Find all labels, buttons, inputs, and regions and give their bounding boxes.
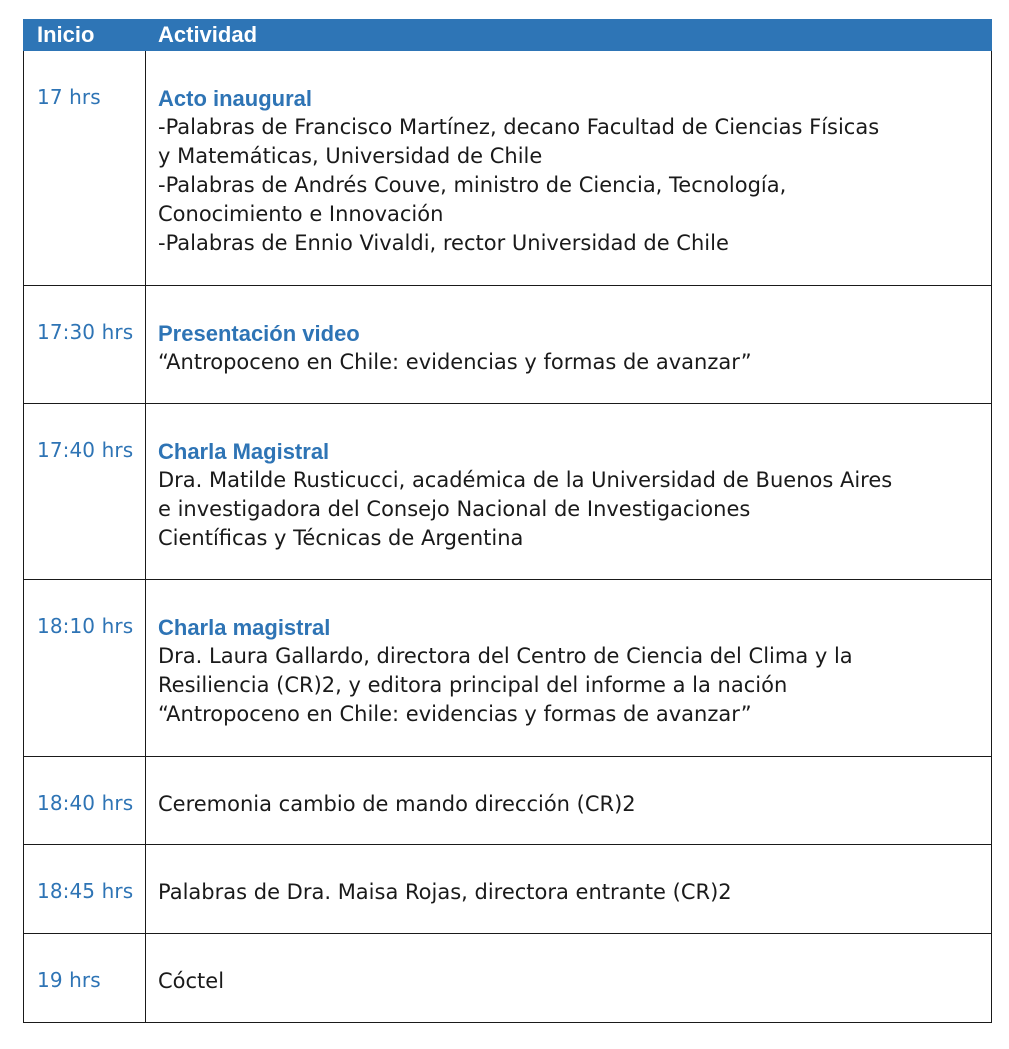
start-time: 17:40 hrs: [24, 404, 146, 580]
activity-line: y Matemáticas, Universidad de Chile: [158, 144, 543, 168]
activity-cell: [146, 286, 992, 404]
activity-line: “Antropoceno en Chile: evidencias y formas de avanzar”: [158, 702, 752, 726]
activity-line: “Antropoceno en Chile: evidencias y formas de avanzar”: [158, 350, 752, 374]
start-time: 17 hrs: [24, 51, 146, 286]
table-row: [24, 580, 992, 757]
activity-line: Cóctel: [158, 969, 225, 993]
activity-title: Charla Magistral: [158, 439, 330, 464]
table-header-row: [24, 20, 992, 51]
start-time: 17:30 hrs: [24, 286, 146, 404]
table-row: [24, 51, 992, 286]
activity-line: Dra. Laura Gallardo, directora del Centro de Ciencia del Clima y la: [158, 644, 853, 668]
activity-cell: [146, 404, 992, 580]
activity-cell: [146, 845, 992, 934]
activity-line: -Palabras de Andrés Couve, ministro de Ciencia, Tecnología,: [158, 173, 787, 197]
start-time: 18:10 hrs: [24, 580, 146, 757]
activity-line: Dra. Matilde Rusticucci, académica de la Universidad de Buenos Aires: [158, 468, 893, 492]
table-row: [24, 757, 992, 845]
activity-cell: [146, 757, 992, 845]
activity-cell: [146, 580, 992, 757]
activity-line: Conocimiento e Innovación: [158, 202, 444, 226]
activity-line: Científicas y Técnicas de Argentina: [158, 526, 524, 550]
table-row: [24, 286, 992, 404]
activity-cell: [146, 934, 992, 1023]
start-time: 19 hrs: [24, 934, 146, 1023]
header-activity: Actividad: [146, 20, 992, 51]
table-row: [24, 845, 992, 934]
activity-cell: [146, 51, 992, 286]
schedule-table: [23, 19, 992, 1023]
header-start: Inicio: [24, 20, 146, 51]
activity-title: Acto inaugural: [158, 86, 313, 111]
start-time: 18:40 hrs: [24, 757, 146, 845]
activity-line: -Palabras de Ennio Vivaldi, rector Universidad de Chile: [158, 231, 729, 255]
activity-line: Palabras de Dra. Maisa Rojas, directora entrante (CR)2: [158, 880, 732, 904]
table-row: [24, 934, 992, 1023]
activity-title: Charla magistral: [158, 615, 331, 640]
start-time: 18:45 hrs: [24, 845, 146, 934]
table-row: [24, 404, 992, 580]
activity-line: Resiliencia (CR)2, y editora principal del informe a la nación: [158, 673, 788, 697]
activity-line: e investigadora del Consejo Nacional de Investigaciones: [158, 497, 751, 521]
activity-title: Presentación video: [158, 321, 360, 346]
activity-line: Ceremonia cambio de mando dirección (CR)2: [158, 792, 636, 816]
activity-line: -Palabras de Francisco Martínez, decano Facultad de Ciencias Físicas: [158, 115, 880, 139]
